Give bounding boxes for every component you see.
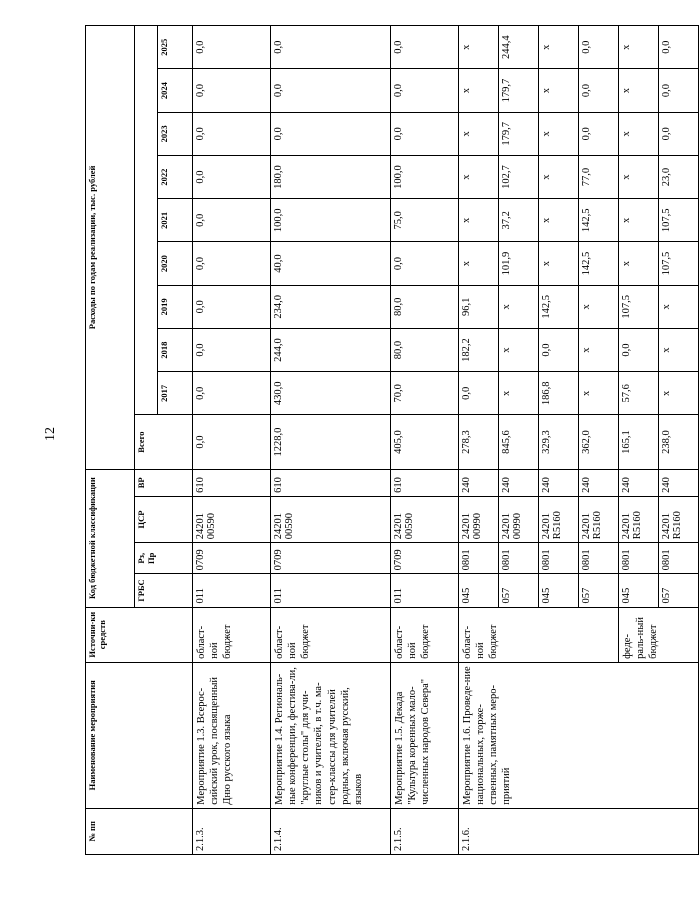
header-total: Всего bbox=[135, 415, 193, 469]
row-csr: 24201 R5160 bbox=[619, 496, 659, 542]
row-value-2023: 0,0 bbox=[193, 112, 271, 155]
row-num: 2.1.4. bbox=[271, 808, 391, 854]
row-num: 2.1.3. bbox=[193, 808, 271, 854]
row-value-2022: х bbox=[619, 155, 659, 198]
table-body bbox=[193, 26, 699, 855]
row-value-2020: 101,9 bbox=[499, 242, 539, 285]
row-value-2025: 0,0 bbox=[391, 26, 459, 69]
row-rzpr: 0801 bbox=[539, 543, 579, 574]
row-value-2021: 75,0 bbox=[391, 199, 459, 242]
row-vr: 240 bbox=[539, 469, 579, 496]
row-value-2025: 0,0 bbox=[659, 26, 699, 69]
row-value-2017: 0,0 bbox=[193, 372, 271, 415]
row-value-2024: 0,0 bbox=[579, 69, 619, 112]
budget-table bbox=[85, 25, 699, 855]
row-total: 238,0 bbox=[659, 415, 699, 469]
row-value-2019: 142,5 bbox=[539, 285, 579, 328]
row-value-2018: 0,0 bbox=[539, 328, 579, 371]
row-rzpr: 0801 bbox=[659, 543, 699, 574]
row-value-2025: 244,4 bbox=[499, 26, 539, 69]
row-grbs: 045 bbox=[619, 574, 659, 607]
row-total: 845,6 bbox=[499, 415, 539, 469]
row-vr: 240 bbox=[659, 469, 699, 496]
row-value-2017: 70,0 bbox=[391, 372, 459, 415]
row-value-2023: х bbox=[619, 112, 659, 155]
row-grbs: 011 bbox=[271, 574, 391, 607]
row-csr: 24201 R5160 bbox=[579, 496, 619, 542]
row-source: феде-раль-ный бюджет bbox=[619, 607, 699, 662]
row-source: област-ной бюджет bbox=[271, 607, 391, 662]
row-value-2020: х bbox=[619, 242, 659, 285]
row-value-2019: 96,1 bbox=[459, 285, 499, 328]
header-rzpr: Рз, Пр bbox=[135, 543, 193, 574]
header-years-spacer bbox=[135, 26, 158, 415]
row-value-2024: 0,0 bbox=[193, 69, 271, 112]
row-value-2025: х bbox=[459, 26, 499, 69]
row-value-2021: х bbox=[459, 199, 499, 242]
header-year-2024: 2024 bbox=[158, 69, 193, 112]
row-value-2024: 0,0 bbox=[271, 69, 391, 112]
row-value-2024: х bbox=[539, 69, 579, 112]
row-value-2022: х bbox=[539, 155, 579, 198]
row-rzpr: 0709 bbox=[391, 543, 459, 574]
row-value-2017: х bbox=[659, 372, 699, 415]
row-value-2018: 0,0 bbox=[619, 328, 659, 371]
row-value-2018: х bbox=[499, 328, 539, 371]
rotated-table-container bbox=[85, 25, 683, 855]
row-value-2019: 0,0 bbox=[193, 285, 271, 328]
row-value-2025: х bbox=[539, 26, 579, 69]
row-value-2022: 180,0 bbox=[271, 155, 391, 198]
row-value-2020: х bbox=[539, 242, 579, 285]
row-value-2017: 57,6 bbox=[619, 372, 659, 415]
page-number: 12 bbox=[43, 427, 58, 441]
header-name: Наименование мероприятия bbox=[86, 662, 193, 808]
header-year-2020: 2020 bbox=[158, 242, 193, 285]
row-value-2019: х bbox=[659, 285, 699, 328]
row-rzpr: 0709 bbox=[271, 543, 391, 574]
row-grbs: 011 bbox=[193, 574, 271, 607]
header-year-2023: 2023 bbox=[158, 112, 193, 155]
header-vr: ВР bbox=[135, 469, 193, 496]
row-value-2020: х bbox=[459, 242, 499, 285]
header-year-2021: 2021 bbox=[158, 199, 193, 242]
table-row bbox=[271, 26, 391, 855]
row-rzpr: 0801 bbox=[499, 543, 539, 574]
header-year-2022: 2022 bbox=[158, 155, 193, 198]
row-value-2021: 100,0 bbox=[271, 199, 391, 242]
row-value-2017: х bbox=[579, 372, 619, 415]
row-value-2022: 23,0 bbox=[659, 155, 699, 198]
row-value-2021: 107,5 bbox=[659, 199, 699, 242]
row-num: 2.1.5. bbox=[391, 808, 459, 854]
header-source: Источни-ки средств bbox=[86, 607, 193, 662]
row-value-2022: 102,7 bbox=[499, 155, 539, 198]
row-value-2024: 0,0 bbox=[659, 69, 699, 112]
row-value-2022: х bbox=[459, 155, 499, 198]
row-value-2019: х bbox=[499, 285, 539, 328]
row-value-2019: х bbox=[579, 285, 619, 328]
row-rzpr: 0801 bbox=[579, 543, 619, 574]
row-vr: 240 bbox=[499, 469, 539, 496]
row-csr: 24201 00590 bbox=[193, 496, 271, 542]
row-value-2020: 107,5 bbox=[659, 242, 699, 285]
row-vr: 610 bbox=[391, 469, 459, 496]
row-total: 329,3 bbox=[539, 415, 579, 469]
row-csr: 24201 00590 bbox=[271, 496, 391, 542]
row-value-2017: 0,0 bbox=[459, 372, 499, 415]
row-value-2025: 0,0 bbox=[193, 26, 271, 69]
row-value-2023: 0,0 bbox=[271, 112, 391, 155]
row-value-2018: 244,0 bbox=[271, 328, 391, 371]
row-name: Мероприятие 1.4. Региональ-ные конференции, фестива-ли, "круглые столы" для учи-ников и учителей, в т.ч. ма-стер-классы для учителей родных, включая русский, языков bbox=[271, 662, 391, 808]
row-value-2025: х bbox=[619, 26, 659, 69]
row-value-2022: 77,0 bbox=[579, 155, 619, 198]
row-vr: 240 bbox=[579, 469, 619, 496]
header-year-2025: 2025 bbox=[158, 26, 193, 69]
row-rzpr: 0801 bbox=[619, 543, 659, 574]
row-value-2019: 234,0 bbox=[271, 285, 391, 328]
row-csr: 24201 00990 bbox=[459, 496, 499, 542]
row-value-2020: 142,5 bbox=[579, 242, 619, 285]
row-grbs: 045 bbox=[539, 574, 579, 607]
header-code-group: Код бюджетной классификации bbox=[86, 469, 135, 607]
row-value-2024: 0,0 bbox=[391, 69, 459, 112]
row-num: 2.1.6. bbox=[459, 808, 699, 854]
row-value-2024: 179,7 bbox=[499, 69, 539, 112]
row-value-2023: 0,0 bbox=[391, 112, 459, 155]
row-value-2021: 0,0 bbox=[193, 199, 271, 242]
table-row bbox=[391, 26, 459, 855]
header-expenses-group: Расходы по годам реализации, тыс. рублей bbox=[86, 26, 135, 470]
row-total: 405,0 bbox=[391, 415, 459, 469]
row-csr: 24201 R5160 bbox=[539, 496, 579, 542]
header-year-2019: 2019 bbox=[158, 285, 193, 328]
row-vr: 240 bbox=[619, 469, 659, 496]
row-csr: 24201 00990 bbox=[499, 496, 539, 542]
row-value-2018: х bbox=[659, 328, 699, 371]
row-grbs: 011 bbox=[391, 574, 459, 607]
row-value-2020: 40,0 bbox=[271, 242, 391, 285]
row-value-2020: 0,0 bbox=[193, 242, 271, 285]
row-total: 0,0 bbox=[193, 415, 271, 469]
row-value-2023: х bbox=[539, 112, 579, 155]
row-total: 165,1 bbox=[619, 415, 659, 469]
row-vr: 240 bbox=[459, 469, 499, 496]
row-value-2019: 80,0 bbox=[391, 285, 459, 328]
header-csr: ЦСР bbox=[135, 496, 193, 542]
row-total: 278,3 bbox=[459, 415, 499, 469]
table-row bbox=[193, 26, 271, 855]
row-source: област-ной бюджет bbox=[391, 607, 459, 662]
row-csr: 24201 R5160 bbox=[659, 496, 699, 542]
row-value-2017: 430,0 bbox=[271, 372, 391, 415]
header-year-2017: 2017 bbox=[158, 372, 193, 415]
row-value-2021: х bbox=[539, 199, 579, 242]
row-value-2023: 179,7 bbox=[499, 112, 539, 155]
row-value-2021: х bbox=[619, 199, 659, 242]
row-value-2023: 0,0 bbox=[659, 112, 699, 155]
row-value-2021: 142,5 bbox=[579, 199, 619, 242]
row-source: област-ной бюджет bbox=[193, 607, 271, 662]
header-num: № пп bbox=[86, 808, 193, 854]
row-value-2017: х bbox=[499, 372, 539, 415]
row-grbs: 045 bbox=[459, 574, 499, 607]
row-value-2023: х bbox=[459, 112, 499, 155]
row-value-2024: х bbox=[619, 69, 659, 112]
row-total: 362,0 bbox=[579, 415, 619, 469]
row-name: Мероприятие 1.5. Декада "Культура коренных мало-численных народов Севера" bbox=[391, 662, 459, 808]
row-vr: 610 bbox=[271, 469, 391, 496]
row-value-2018: х bbox=[579, 328, 619, 371]
row-grbs: 057 bbox=[659, 574, 699, 607]
header-year-2018: 2018 bbox=[158, 328, 193, 371]
row-value-2025: 0,0 bbox=[271, 26, 391, 69]
row-value-2021: 37,2 bbox=[499, 199, 539, 242]
row-value-2023: 0,0 bbox=[579, 112, 619, 155]
row-value-2020: 0,0 bbox=[391, 242, 459, 285]
row-value-2018: 80,0 bbox=[391, 328, 459, 371]
row-value-2024: х bbox=[459, 69, 499, 112]
row-value-2018: 182,2 bbox=[459, 328, 499, 371]
row-name: Мероприятие 1.6. Проведе-ние национальных, торже-ственных, памятных меро-приятий bbox=[459, 662, 699, 808]
row-value-2018: 0,0 bbox=[193, 328, 271, 371]
row-rzpr: 0709 bbox=[193, 543, 271, 574]
row-value-2017: 186,8 bbox=[539, 372, 579, 415]
row-value-2025: 0,0 bbox=[579, 26, 619, 69]
row-grbs: 057 bbox=[499, 574, 539, 607]
row-csr: 24201 00590 bbox=[391, 496, 459, 542]
row-grbs: 057 bbox=[579, 574, 619, 607]
row-name: Мероприятие 1.3. Всерос-сийский урок, посвященный Дню русского языка bbox=[193, 662, 271, 808]
row-total: 1228,0 bbox=[271, 415, 391, 469]
row-value-2022: 100,0 bbox=[391, 155, 459, 198]
table-row bbox=[459, 26, 499, 855]
row-source: област-ной бюджет bbox=[459, 607, 619, 662]
row-value-2022: 0,0 bbox=[193, 155, 271, 198]
row-rzpr: 0801 bbox=[459, 543, 499, 574]
row-value-2019: 107,5 bbox=[619, 285, 659, 328]
row-vr: 610 bbox=[193, 469, 271, 496]
header-grbs: ГРБС bbox=[135, 574, 193, 607]
